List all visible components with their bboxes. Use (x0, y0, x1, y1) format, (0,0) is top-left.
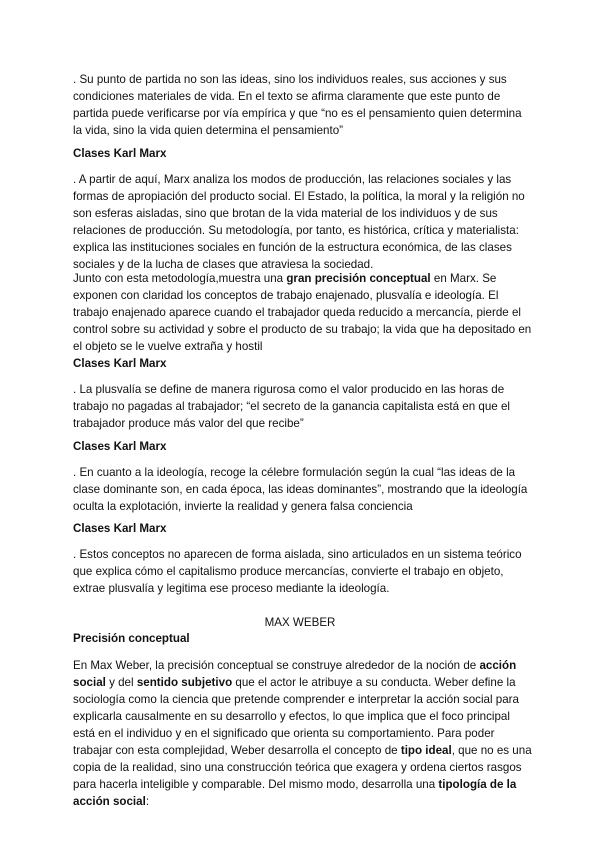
text-run: Junto con esta metodología,muestra una (73, 272, 287, 285)
bold-term-sentido-subjetivo: sentido subjetivo (136, 676, 233, 689)
heading-clases-karl-marx-3: Clases Karl Marx (73, 440, 167, 453)
paragraph-marx-conceptual-precision (73, 270, 533, 355)
bold-term-accion-social: acción social (73, 659, 517, 689)
heading-clases-karl-marx-2: Clases Karl Marx (73, 357, 167, 370)
text-run: En Max Weber, la precisión conceptual se construye alrededor de la noción de (73, 659, 480, 672)
paragraph-ideologia: . En cuanto a la ideología, recoge la célebre formulación según la cual “las ideas de la clase dominante son, en cada época, las ideas dominantes”, mostrando que la ideología oculta la explotación, invierte la realidad y genera falsa conciencia (73, 466, 528, 513)
text-run: : (145, 795, 150, 808)
bold-term-tipo-ideal: tipo ideal (400, 744, 452, 757)
heading-precision-conceptual: Precisión conceptual (73, 632, 190, 645)
text-run: , que no es una copia de la realidad, sino una construcción teórica que exagera y ordena ciertos rasgos para hacerla inteligible y comparable. Del mismo modo, desarrolla una (73, 744, 532, 791)
text-run: y del (105, 676, 137, 689)
heading-clases-karl-marx-1: Clases Karl Marx (73, 147, 167, 160)
heading-clases-karl-marx-4: Clases Karl Marx (73, 522, 167, 535)
bold-term-tipologia-accion-social: tipología de la acción social (73, 778, 517, 808)
paragraph-marx-methodology: . A partir de aquí, Marx analiza los modos de producción, las relaciones sociales y las formas de apropiación del producto social. El Estado, la política, la moral y la religión no son esferas aisladas, sino que brotan de la vida material de los individuos y de sus relaciones de producción. Su metodología, por tanto, es histórica, crítica y materialista: explica las instituciones sociales en función de la estructura económica, de las clases sociales y de la lucha de clases que atraviesa la sociedad. (73, 173, 525, 271)
paragraph-marx-starting-point: . Su punto de partida no son las ideas, sino los individuos reales, sus acciones y sus condiciones materiales de vida. En el texto se afirma claramente que este punto de partida puede verificarse por vía empírica y que “no es el pensamiento quien determina la vida, sino la vida quien determina el pensamiento” (73, 73, 522, 137)
bold-term-gran-precision-conceptual: gran precisión conceptual (286, 272, 431, 285)
text-run: que el actor le atribuye a su conducta. Weber define la sociología como la ciencia que pretende comprender e interpretar la acción social para explicarla causalmente en su desarrollo y efectos, lo que implica que el foco principal está en el individuo y en el significado que orienta su comportamiento. Para poder trabajar con esta complejidad, Weber desarrolla el concepto de (73, 676, 519, 757)
text-run: en Marx. Se exponen con claridad los conceptos de trabajo enajenado, plusvalía e ideología. El trabajo enajenado aparece cuando el trabajador queda reducido a mercancía, pierde el control sobre su actividad y sobre el producto de su trabajo; la vida que ha depositado en el objeto se le vuelve extraña y hostil (73, 272, 532, 353)
section-title-max-weber: MAX WEBER (264, 616, 336, 629)
paragraph-sistema-teorico: . Estos conceptos no aparecen de forma aislada, sino articulados en un sistema teórico que explica cómo el capitalismo produce mercancías, convierte el trabajo en objeto, extrae plusvalía y legitima ese proceso mediante la ideología. (73, 548, 522, 595)
paragraph-plusvalia: . La plusvalía se define de manera rigurosa como el valor producido en las horas de trabajo no pagadas al trabajador; “el secreto de la ganancia capitalista está en que el trabajador produce más valor del que recibe” (73, 383, 510, 430)
paragraph-weber-accion-social (73, 657, 533, 810)
